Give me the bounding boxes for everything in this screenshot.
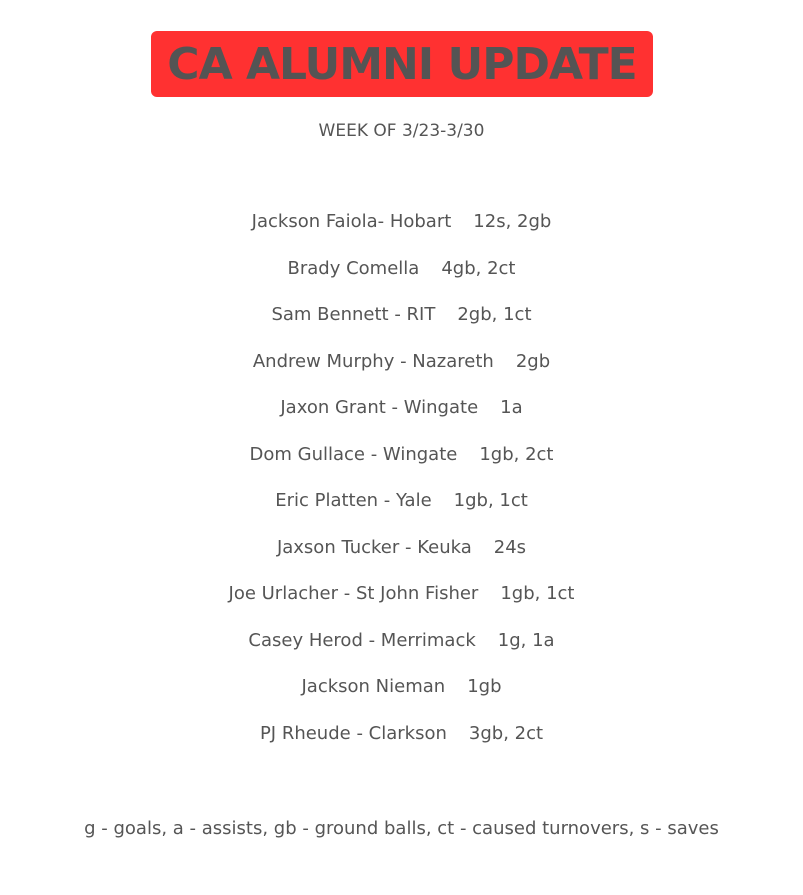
list-item xyxy=(0,444,803,491)
list-item xyxy=(0,211,803,258)
list-item xyxy=(0,304,803,351)
player-stats: 1gb, 1ct xyxy=(500,583,575,604)
list-item xyxy=(0,258,803,305)
list-item xyxy=(0,723,803,770)
player-stats: 1gb, 1ct xyxy=(453,490,528,511)
stats-legend: g - goals, a - assists, gb - ground balls, ct - caused turnovers, s - saves xyxy=(84,818,719,839)
title-banner xyxy=(151,31,653,97)
page-title: CA ALUMNI UPDATE xyxy=(167,38,637,90)
player-name: PJ Rheude - Clarkson xyxy=(259,722,447,744)
list-item xyxy=(0,583,803,630)
player-list xyxy=(0,211,803,769)
player-stats: 2gb, 1ct xyxy=(457,304,532,325)
list-item xyxy=(0,537,803,584)
player-stats: 3gb, 2ct xyxy=(468,722,544,744)
player-name: Jaxson Tucker - Keuka xyxy=(276,536,472,558)
player-name: Joe Urlacher - St John Fisher xyxy=(228,583,479,604)
player-name: Sam Bennett - RIT xyxy=(271,304,436,325)
player-name: Brady Comella xyxy=(287,257,420,279)
player-name: Eric Platten - Yale xyxy=(275,490,432,511)
list-item xyxy=(0,630,803,677)
player-stats: 1a xyxy=(500,397,523,418)
player-name: Casey Herod - Merrimack xyxy=(248,629,476,651)
player-stats: 2gb xyxy=(515,350,551,372)
player-stats: 24s xyxy=(493,536,527,558)
player-name: Andrew Murphy - Nazareth xyxy=(252,350,494,372)
player-stats: 4gb, 2ct xyxy=(441,257,516,279)
player-stats: 1gb xyxy=(467,676,502,697)
player-name: Jaxon Grant - Wingate xyxy=(280,397,479,418)
player-name: Jackson Nieman xyxy=(301,676,446,697)
player-name: Jackson Faiola- Hobart xyxy=(251,211,452,232)
player-stats: 1g, 1a xyxy=(497,629,555,651)
list-item xyxy=(0,490,803,537)
list-item xyxy=(0,397,803,444)
list-item xyxy=(0,351,803,398)
player-stats: 1gb, 2ct xyxy=(479,443,554,465)
list-item xyxy=(0,676,803,723)
player-name: Dom Gullace - Wingate xyxy=(249,443,458,465)
player-stats: 12s, 2gb xyxy=(473,211,552,232)
week-subtitle: WEEK OF 3/23-3/30 xyxy=(318,121,485,141)
